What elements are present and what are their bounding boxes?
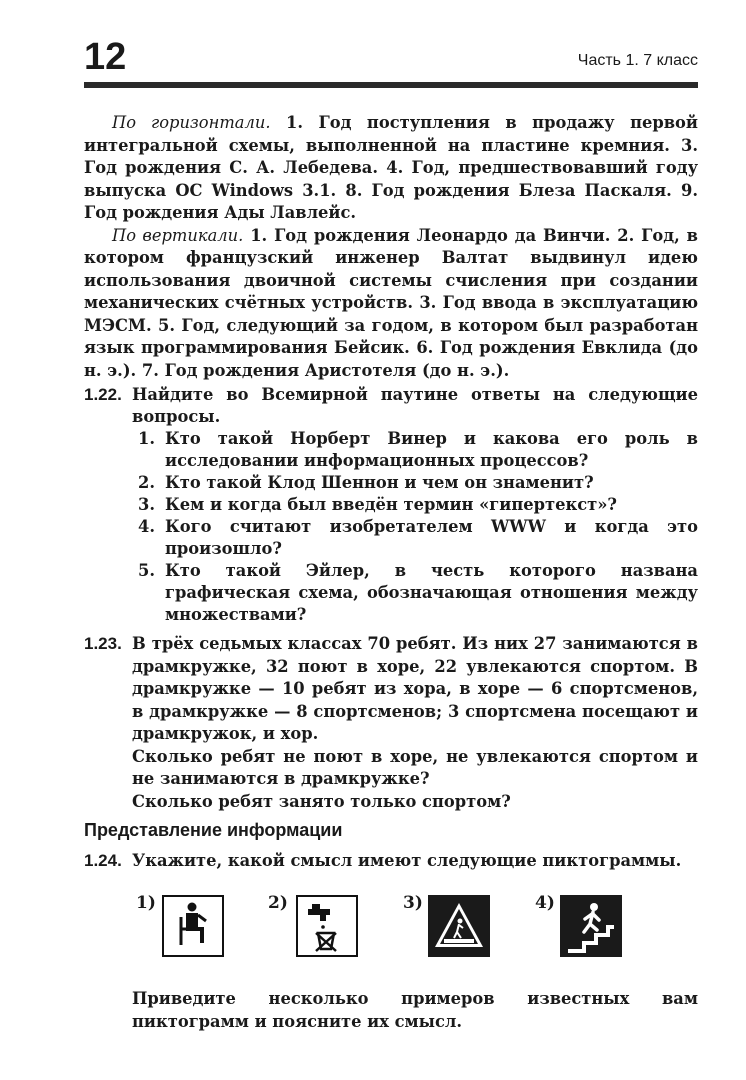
task-text: Укажите, какой смысл имеют следующие пиктограммы. [132,851,682,870]
task-question: Сколько ребят занято только спортом? [132,791,511,811]
question-text: Кто такой Эйлер, в честь которого названа графическая схема, обозначающая отношения между множествами? [165,561,698,624]
vertical-lead: По вертикали. [112,225,244,245]
task-1-22 [84,384,698,626]
task-number: 1.22. [84,385,122,404]
pictogram-label: 3) [403,893,423,913]
task-1-24 [84,850,698,872]
header-rule [84,82,698,88]
seated-person-icon [162,895,224,957]
task-1-23 [84,633,698,813]
question-text: Кто такой Клод Шеннон и чем он знаменит? [165,473,594,492]
clue-text: Год поступления в продажу первой интегральной схемы, выполненной на пластине кремния. [84,113,698,155]
task-intro: Найдите во Всемирной паутине ответы на следующие вопросы. [132,385,698,426]
clue-number: 3. [681,135,699,155]
clue-text: Год рождения Ады Лавлейс. [84,203,357,222]
pictogram-label: 4) [535,893,555,913]
section-title: Представление информации [84,820,343,840]
task-number: 1.24. [84,851,122,870]
clue-text: Год, в котором французский инженер Валтат выдвинул идею использования двоичной системы счисления при создании механических счётных устройств. [84,225,698,312]
clue-text: Год рождения С. А. Лебедева. [84,158,379,177]
list-item [132,560,698,626]
clue-text: Год рождения Блеза Паскаля. [371,180,672,200]
page-number: 12 [84,36,127,78]
question-number: 1. [138,429,155,448]
not-drinking-water-icon [296,895,358,957]
question-number: 3. [138,495,155,514]
clue-text: Год ввода в эксплуатацию МЭСМ. [84,293,699,335]
question-number: 4. [138,517,155,536]
clue-number: 4. [386,158,404,177]
task-followup [84,987,698,1033]
horizontal-clues [84,112,698,225]
horizontal-lead: По горизонтали. [112,113,271,132]
vertical-clues [84,225,698,383]
clue-number: 3. [419,293,437,312]
followup-text: Приведите несколько примеров известных вам пиктограмм и поясните их смысл. [132,989,698,1031]
pedestrian-crossing-icon [428,895,490,957]
clue-text: Год, предшествовавший году выпуска ОС Windows 3.1. [84,158,699,200]
question-text: Кем и когда был введён термин «гипертекст»? [165,495,617,514]
question-number: 5. [138,561,155,580]
clue-number: 6. [416,338,434,357]
clue-text: Год рождения Леонардо да Винчи. [274,225,611,245]
question-text: Кто такой Норберт Винер и какова его роль в исследовании информационных процессов? [165,429,698,470]
clue-number: 1. [286,113,303,132]
clue-number: 2. [617,225,635,245]
clue-text: Год рождения Евклида (до н. э.). [84,338,699,380]
list-item [132,428,698,472]
task-text: В трёх седьмых классах 70 ребят. Из них 27 занимаются в драмкружке, 32 поют в хоре, 22 увлекаются спортом. В драмкружке — 10 ребят из хора, в хоре — 6 спортсменов, в драмкружке — 8 спортсменов; 3 спортсмена посещают и драмкружок, и хор. [132,634,698,743]
list-item [132,494,698,516]
pictogram-label: 2) [268,893,288,913]
clue-text: Год, следующий за годом, в котором был разработан язык программирования Бейсик. [84,315,698,357]
question-text: Кого считают изобретателем WWW и когда это произошло? [165,517,698,558]
running-title: Часть 1. 7 класс [577,52,698,69]
task-question: Сколько ребят не поют в хоре, не увлекаются спортом и не занимаются в драмкружке? [132,746,698,788]
clue-text: Год рождения Аристотеля (до н. э.). [164,360,510,380]
stairs-down-icon [560,895,622,957]
clue-number: 1. [250,225,268,245]
list-item [132,472,698,494]
crossword-clues [84,112,698,382]
pictogram-label: 1) [136,893,156,913]
list-item [132,516,698,560]
task-number: 1.23. [84,634,122,653]
question-number: 2. [138,473,155,492]
clue-number: 8. [345,180,363,200]
clue-number: 5. [158,315,176,335]
clue-number: 7. [141,360,159,380]
clue-number: 9. [681,180,699,200]
question-list [132,428,698,626]
